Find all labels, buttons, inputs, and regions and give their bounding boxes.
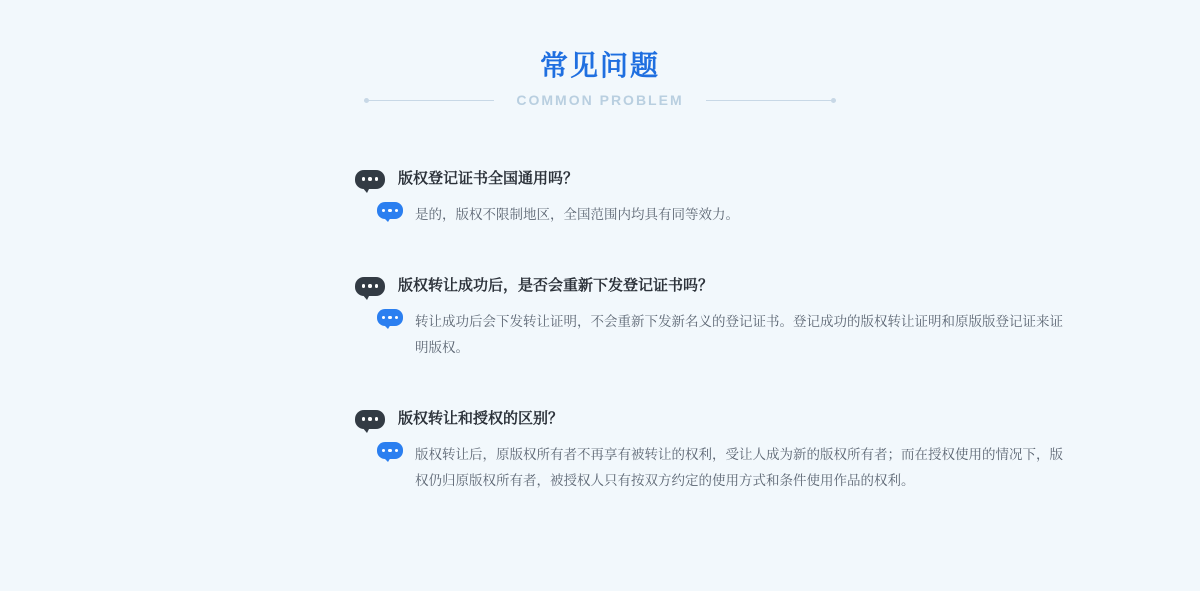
faq-question-text: 版权转让成功后，是否会重新下发登记证书吗？	[398, 277, 714, 294]
faq-item	[355, 275, 1075, 361]
faq-answer-row	[355, 442, 1075, 494]
answer-bubble-icon	[377, 309, 403, 326]
faq-question-text: 版权转让和授权的区别？	[398, 410, 564, 427]
bubble-dots	[382, 209, 399, 213]
question-bubble-icon	[355, 277, 385, 296]
page-title: 常见问题	[539, 50, 660, 81]
faq-list	[125, 168, 1075, 494]
question-bubble-icon	[355, 170, 385, 189]
answer-bubble-icon	[377, 442, 403, 459]
page-header	[0, 0, 1200, 108]
faq-answer-text: 转让成功后会下发转让证明，不会重新下发新名义的登记证书。登记成功的版权转让证明和原版版登记证来证明版权。	[415, 314, 1063, 355]
faq-item	[355, 168, 1075, 228]
bubble-dots	[362, 284, 379, 288]
faq-answer-text: 版权转让后，原版权所有者不再享有被转让的权利，受让人成为新的版权所有者；而在授权使用的情况下，版权仍归原版权所有者，被授权人只有按双方约定的使用方式和条件使用作品的权利。	[415, 447, 1063, 488]
question-bubble-icon	[355, 410, 385, 429]
faq-question-row	[355, 408, 1075, 430]
answer-bubble-icon	[377, 202, 403, 219]
faq-answer-row	[355, 309, 1075, 361]
subtitle-row	[0, 92, 1200, 108]
faq-question-row	[355, 168, 1075, 190]
divider-line-right	[706, 100, 836, 101]
faq-item	[355, 408, 1075, 494]
faq-question-text: 版权登记证书全国通用吗？	[398, 170, 579, 187]
faq-answer-row	[355, 202, 1075, 228]
bubble-dots	[362, 417, 379, 421]
bubble-dots	[362, 177, 379, 181]
faq-answer-text: 是的，版权不限制地区，全国范围内均具有同等效力。	[415, 207, 739, 222]
bubble-dots	[382, 449, 399, 453]
bubble-dots	[382, 316, 399, 320]
page-subtitle: COMMON PROBLEM	[516, 92, 684, 108]
faq-question-row	[355, 275, 1075, 297]
divider-line-left	[364, 100, 494, 101]
